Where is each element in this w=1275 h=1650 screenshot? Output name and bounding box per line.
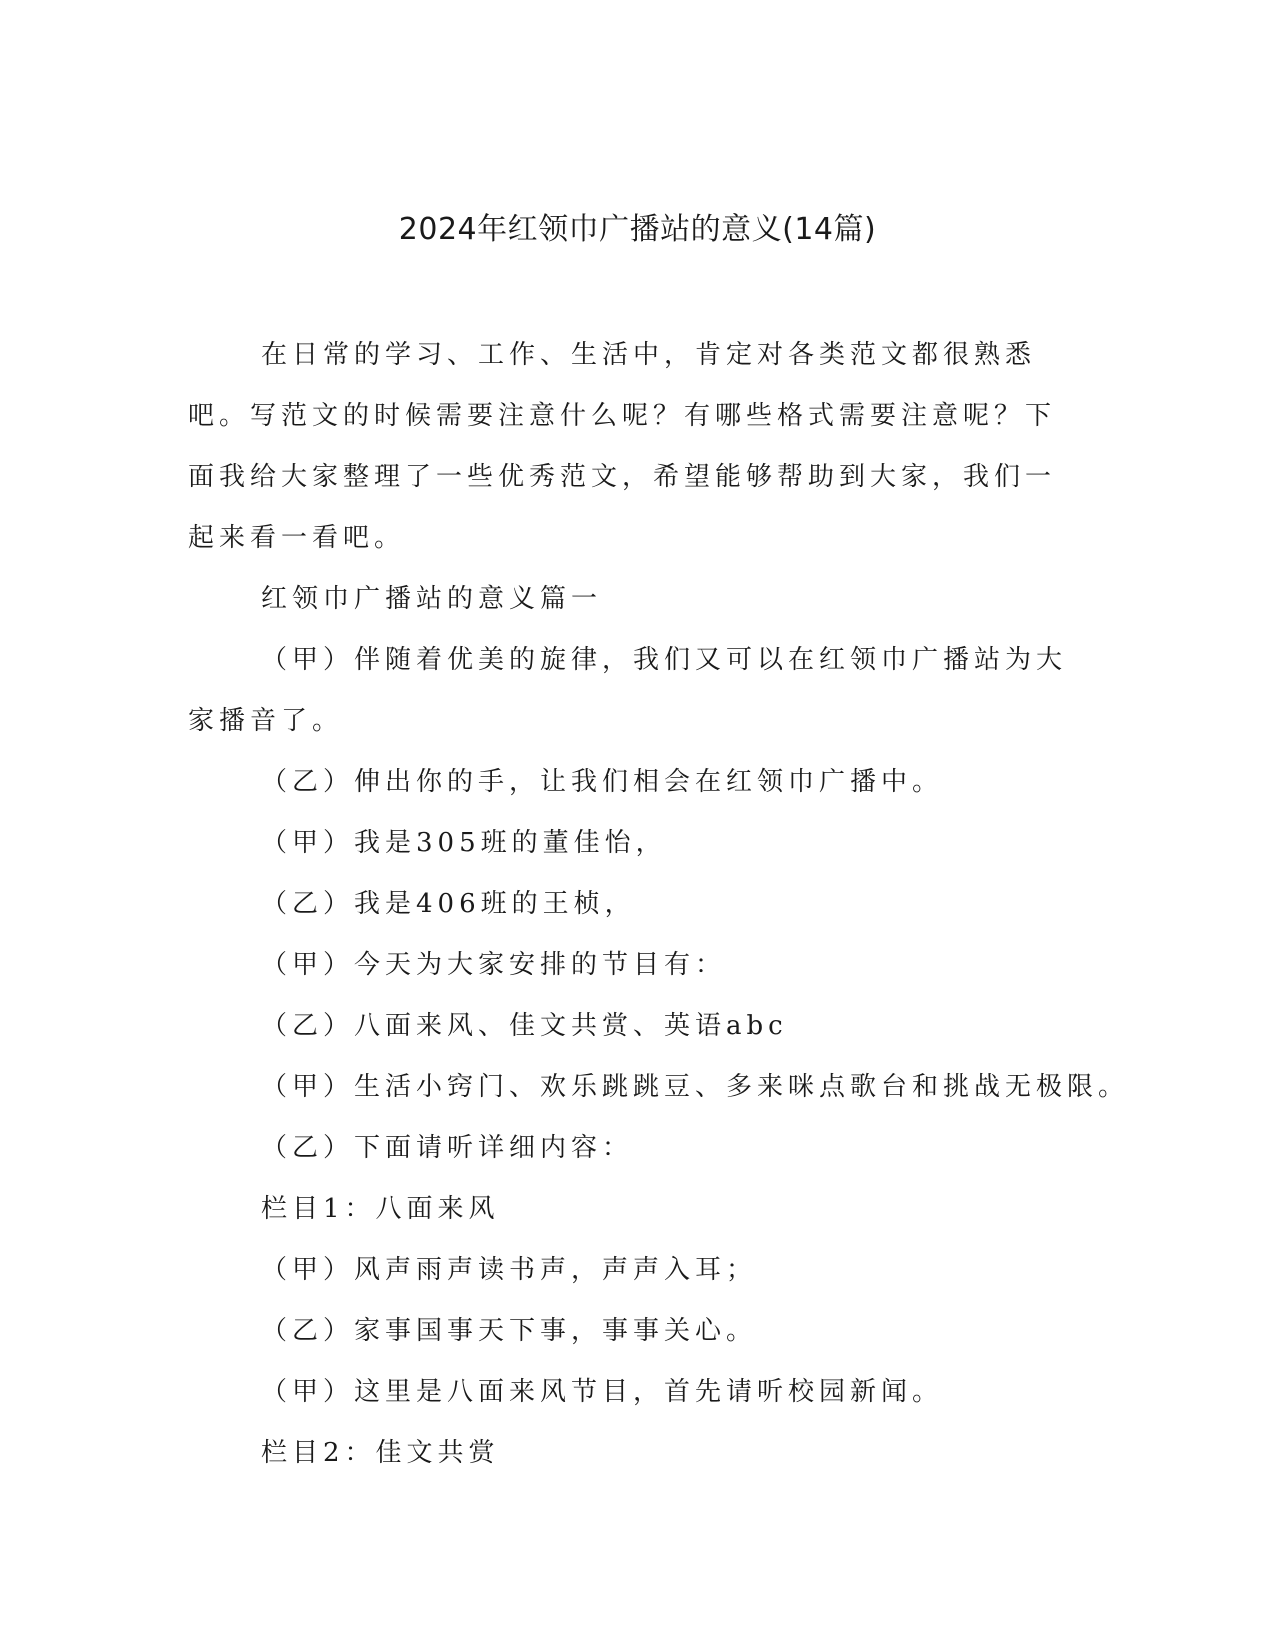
script-line: （乙）八面来风、佳文共赏、英语abc [261, 1011, 788, 1041]
script-line: （乙）家事国事天下事，事事关心。 [261, 1316, 758, 1346]
script-line: （甲）我是305班的董佳怡， [261, 828, 667, 858]
script-line: （甲）生活小窍门、欢乐跳跳豆、多来咪点歌台和挑战无极限。 [261, 1072, 1130, 1102]
document-body [188, 325, 1130, 1484]
script-line: （乙）我是406班的王桢， [261, 889, 636, 919]
script-line: （甲）伴随着优美的旋律，我们又可以在红领巾广播站为大家播音了。 [188, 645, 1068, 736]
script-line: （甲）这里是八面来风节目，首先请听校园新闻。 [261, 1377, 944, 1407]
document-title: 2024年红领巾广播站的意义(14篇) [398, 212, 877, 247]
script-line: （甲）今天为大家安排的节目有： [261, 950, 727, 980]
column-heading: 栏目2：佳文共赏 [261, 1438, 500, 1468]
column-heading: 栏目1：八面来风 [261, 1194, 500, 1224]
script-line: （甲）风声雨声读书声，声声入耳； [261, 1255, 758, 1285]
script-line: （乙）下面请听详细内容： [261, 1133, 634, 1163]
intro-paragraph: 在日常的学习、工作、生活中，肯定对各类范文都很熟悉吧。写范文的时候需要注意什么呢？有哪些格式需要注意呢？下面我给大家整理了一些优秀范文，希望能够帮助到大家，我们一起来看一看吧。 [188, 340, 1057, 553]
section-heading: 红领巾广播站的意义篇一 [261, 584, 603, 614]
script-line: （乙）伸出你的手，让我们相会在红领巾广播中。 [261, 767, 944, 797]
